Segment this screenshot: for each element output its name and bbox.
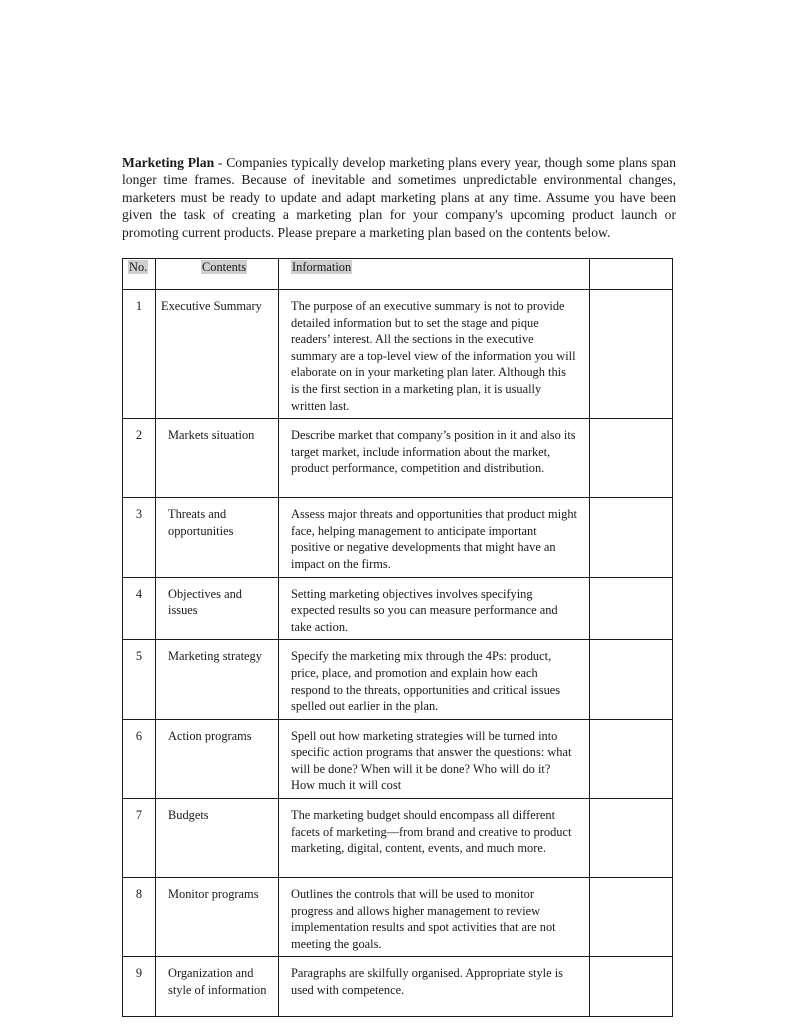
row-number: 4 bbox=[123, 577, 156, 640]
row-contents: Marketing strategy bbox=[156, 640, 279, 719]
row-contents: Threats and opportunities bbox=[156, 498, 279, 577]
row-information: Specify the marketing mix through the 4Ps: product, price, place, and promotion and explain how each respond to the threats, opportunities and critical issues spelled out earlier in the plan. bbox=[279, 640, 590, 719]
table-row bbox=[123, 878, 673, 957]
row-contents: Markets situation bbox=[156, 419, 279, 498]
marketing-plan-table bbox=[122, 258, 673, 1017]
row-information: Spell out how marketing strategies will be turned into specific action programs that answer the questions: what will be done? When will it be done? Who will do it? How much it will cost bbox=[279, 719, 590, 798]
table-header-row bbox=[123, 259, 673, 290]
row-number: 2 bbox=[123, 419, 156, 498]
row-extra bbox=[590, 640, 673, 719]
table-row bbox=[123, 577, 673, 640]
table-row bbox=[123, 640, 673, 719]
header-contents: Contents bbox=[156, 259, 279, 290]
row-contents: Monitor programs bbox=[156, 878, 279, 957]
row-extra bbox=[590, 290, 673, 419]
row-information: Describe market that company’s position in it and also its target market, include information about the market, product performance, competition and distribution. bbox=[279, 419, 590, 498]
row-extra bbox=[590, 799, 673, 878]
header-information: Information bbox=[279, 259, 590, 290]
row-extra bbox=[590, 957, 673, 1017]
row-number: 1 bbox=[123, 290, 156, 419]
row-contents: Budgets bbox=[156, 799, 279, 878]
row-information: Setting marketing objectives involves specifying expected results so you can measure performance and take action. bbox=[279, 577, 590, 640]
row-number: 8 bbox=[123, 878, 156, 957]
row-extra bbox=[590, 719, 673, 798]
table-row bbox=[123, 419, 673, 498]
row-extra bbox=[590, 498, 673, 577]
row-information: Assess major threats and opportunities that product might face, helping management to anticipate important positive or negative developments that might have an impact on the firms. bbox=[279, 498, 590, 577]
row-number: 9 bbox=[123, 957, 156, 1017]
table-row bbox=[123, 799, 673, 878]
header-no: No. bbox=[123, 259, 156, 290]
row-extra bbox=[590, 577, 673, 640]
row-number: 5 bbox=[123, 640, 156, 719]
row-information: The marketing budget should encompass all different facets of marketing—from brand and creative to product marketing, digital, content, events, and much more. bbox=[279, 799, 590, 878]
row-information: The purpose of an executive summary is not to provide detailed information but to set the stage and pique readers’ interest. All the sections in the executive summary are a top-level view of the information you will elaborate on in your marketing plan later. Although this is the first section in a marketing plan, it is usually written last. bbox=[279, 290, 590, 419]
row-contents: Executive Summary bbox=[156, 290, 279, 419]
row-extra bbox=[590, 419, 673, 498]
row-extra bbox=[590, 878, 673, 957]
row-information: Outlines the controls that will be used to monitor progress and allows higher management to review implementation results and spot activities that are not meeting the goals. bbox=[279, 878, 590, 957]
intro-text: - Companies typically develop marketing plans every year, though some plans span longer time frames. Because of inevitable and sometimes unpredictable environmental changes, marketers must be ready to update and adapt marketing plans at any time. Assume you have been given the task of creating a marketing plan for your company's upcoming product launch or promoting current products. Please prepare a marketing plan based on the contents below. bbox=[122, 155, 676, 240]
intro-title: Marketing Plan bbox=[122, 155, 215, 170]
header-extra bbox=[590, 259, 673, 290]
table-row bbox=[123, 719, 673, 798]
table-row bbox=[123, 498, 673, 577]
row-number: 7 bbox=[123, 799, 156, 878]
intro-paragraph bbox=[122, 154, 676, 241]
row-contents: Action programs bbox=[156, 719, 279, 798]
table-row bbox=[123, 290, 673, 419]
row-number: 6 bbox=[123, 719, 156, 798]
row-number: 3 bbox=[123, 498, 156, 577]
row-information: Paragraphs are skilfully organised. Appropriate style is used with competence. bbox=[279, 957, 590, 1017]
table-row bbox=[123, 957, 673, 1017]
row-contents: Organization and style of information bbox=[156, 957, 279, 1017]
row-contents: Objectives and issues bbox=[156, 577, 279, 640]
